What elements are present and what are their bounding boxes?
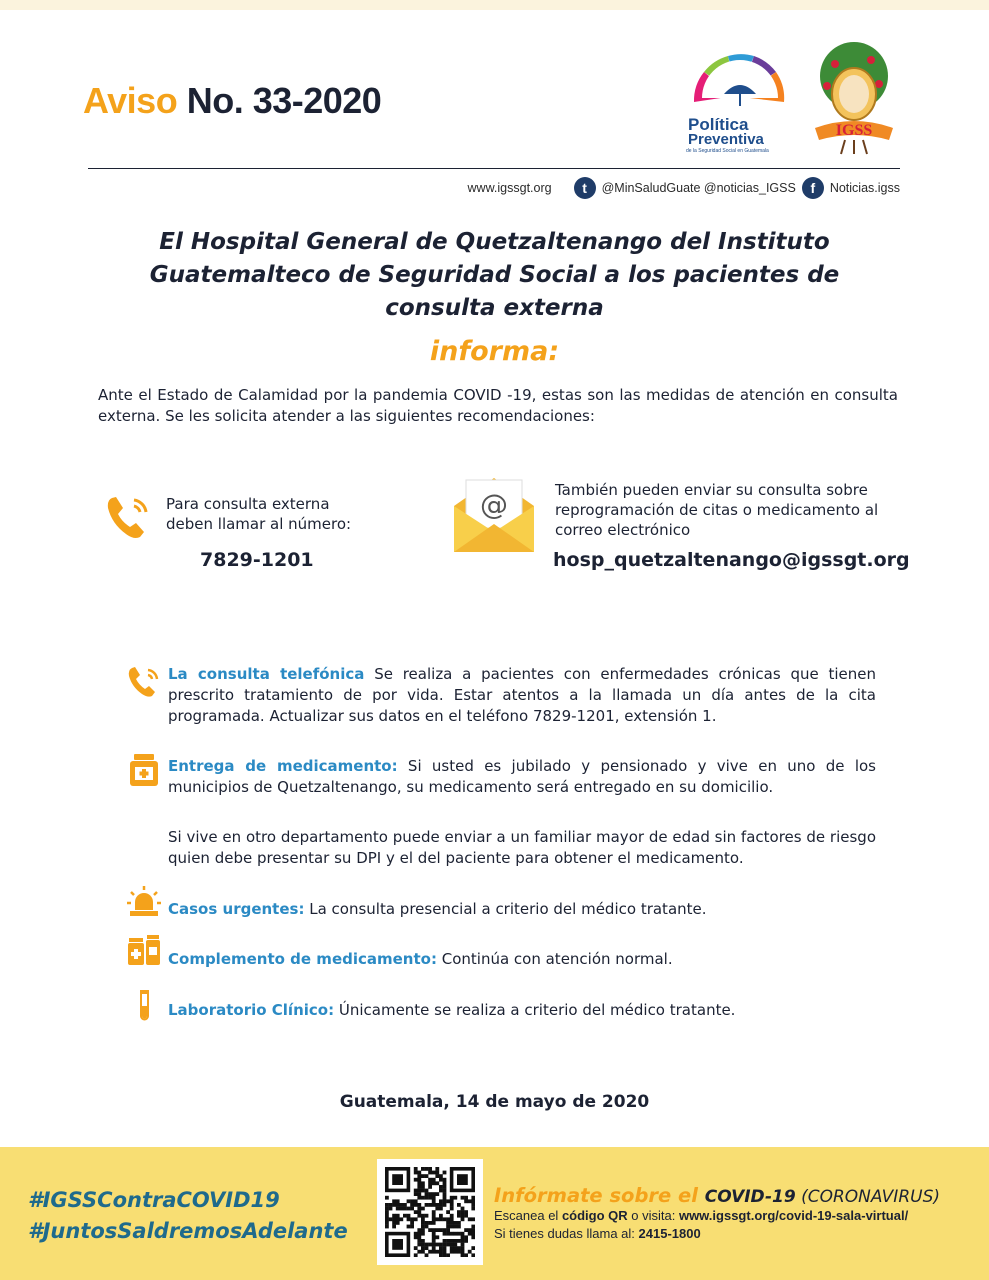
- phone-icon: [104, 492, 154, 542]
- informa-heading: informa:: [429, 336, 560, 367]
- footer-hashtags: [28, 1185, 348, 1247]
- qr-code-graphic: [385, 1167, 475, 1257]
- item-phone-consult-text: Se realiza a pacientes con enfermedades crónicas que tienen prescrito tratamiento de por vida. Estar atentos a la llamada un día antes de la cita programada. Actualizar sus datos en el teléfono 7829-1201, extensión 1.: [168, 665, 876, 725]
- email-contact-text: [555, 480, 895, 540]
- item-other-department-text: Si vive en otro departamento puede enviar a un familiar mayor de edad sin factores de riesgo quien debe presentar su DPI y el del paciente para obtener el medicamento.: [168, 828, 876, 867]
- item-medication-delivery-text: Si usted es jubilado y pensionado y vive en uno de los municipios de Quetzaltenango, su medicamento será entregado en su domicilio.: [168, 757, 876, 796]
- item-medication-delivery: [168, 756, 876, 798]
- email-text-line3: correo electrónico: [555, 521, 691, 539]
- footer-info: [494, 1184, 984, 1243]
- phone-text-line2: deben llamar al número:: [166, 515, 352, 533]
- notice-title-word: Aviso: [83, 80, 178, 121]
- facebook-handle[interactable]: Noticias.igss: [829, 181, 900, 195]
- footer-virtual-room-link[interactable]: www.igssgt.org/covid-19-sala-virtual/: [678, 1208, 909, 1223]
- phone-consult-icon: [126, 664, 162, 700]
- item-medication-complement-text: Continúa con atención normal.: [436, 950, 673, 968]
- item-phone-consult-label: La consulta telefónica: [168, 665, 365, 683]
- item-phone-consult: [168, 664, 876, 727]
- facebook-icon: f: [802, 177, 824, 199]
- phone-text-line1: Para consulta externa: [166, 495, 330, 513]
- item-clinical-lab-label: Laboratorio Clínico:: [168, 1001, 335, 1019]
- qr-code[interactable]: [377, 1159, 483, 1265]
- politica-preventiva-logo: [684, 44, 794, 154]
- footer-title-a: Infórmate sobre el: [494, 1184, 705, 1207]
- notice-title-number: No. 33-2020: [186, 80, 382, 121]
- medicine-bottles-icon: [126, 932, 162, 968]
- header-divider: [88, 168, 900, 169]
- item-other-department: [168, 827, 876, 869]
- logo-igss-text: IGSS: [835, 122, 873, 139]
- item-medication-complement-label: Complemento de medicamento:: [168, 950, 437, 968]
- footer-title-covid: COVID-19: [704, 1187, 796, 1207]
- email-address[interactable]: hosp_quetzaltenango@igssgt.org: [553, 549, 910, 571]
- email-text-line1: También pueden enviar su consulta sobre: [555, 481, 868, 499]
- item-urgent-cases-text: La consulta presencial a criterio del médico tratante.: [304, 900, 707, 918]
- intro-paragraph: Ante el Estado de Calamidad por la pandemia COVID -19, estas son las medidas de atención en consulta externa. Se les solicita atender a las siguientes recomendaciones:: [98, 386, 898, 425]
- alarm-siren-icon: [126, 884, 162, 920]
- social-bar: [468, 176, 900, 200]
- email-text-line2: reprogramación de citas o medicamento al: [555, 501, 879, 519]
- svg-text:@: @: [480, 488, 508, 521]
- footer-scan-a: Escanea el: [494, 1208, 562, 1223]
- hashtag-igss-contra-covid: #IGSSContraCOVID19: [28, 1188, 280, 1212]
- phone-contact-text: [166, 494, 351, 534]
- hashtag-juntos-saldremos: #JuntosSaldremosAdelante: [28, 1219, 348, 1243]
- igss-logo: [805, 36, 903, 156]
- item-clinical-lab: [168, 1000, 876, 1021]
- logo-politica-line1: Política: [688, 115, 749, 134]
- logo-politica-sub: de la Seguridad Social en Guatemala: [686, 148, 769, 154]
- footer-info-title: [494, 1184, 984, 1207]
- medicine-jar-icon: [126, 752, 162, 788]
- footer-call-a: Si tienes dudas llama al:: [494, 1226, 639, 1241]
- item-medication-complement: [168, 949, 876, 970]
- item-clinical-lab-text: Únicamente se realiza a criterio del médico tratante.: [334, 1001, 736, 1019]
- footer-scan-qr: código QR: [561, 1208, 628, 1223]
- website-link[interactable]: www.igssgt.org: [467, 181, 552, 195]
- logo-politica-line2: Preventiva: [688, 131, 764, 148]
- item-medication-delivery-label: Entrega de medicamento:: [168, 757, 398, 775]
- test-tube-icon: [126, 988, 162, 1024]
- footer-call-number[interactable]: 2415-1800: [638, 1226, 701, 1241]
- phone-number[interactable]: 7829-1201: [200, 549, 314, 571]
- item-urgent-cases: [168, 899, 876, 920]
- envelope-icon: [448, 468, 540, 560]
- footer-title-coronavirus: (CORONAVIRUS): [795, 1187, 941, 1207]
- item-urgent-cases-label: Casos urgentes:: [168, 900, 305, 918]
- twitter-handles[interactable]: @MinSaludGuate @noticias_IGSS: [601, 181, 796, 195]
- date-line: Guatemala, 14 de mayo de 2020: [339, 1092, 650, 1112]
- footer-call-line: [494, 1225, 984, 1243]
- top-strip: [0, 0, 989, 10]
- footer-scan-c: o visita:: [627, 1208, 679, 1223]
- twitter-icon: t: [574, 177, 596, 199]
- footer-scan-line: [494, 1207, 984, 1225]
- notice-title: [83, 80, 381, 122]
- headline: El Hospital General de Quetzaltenango del Instituto Guatemalteco de Seguridad Social a los pacientes de consulta externa: [149, 229, 840, 321]
